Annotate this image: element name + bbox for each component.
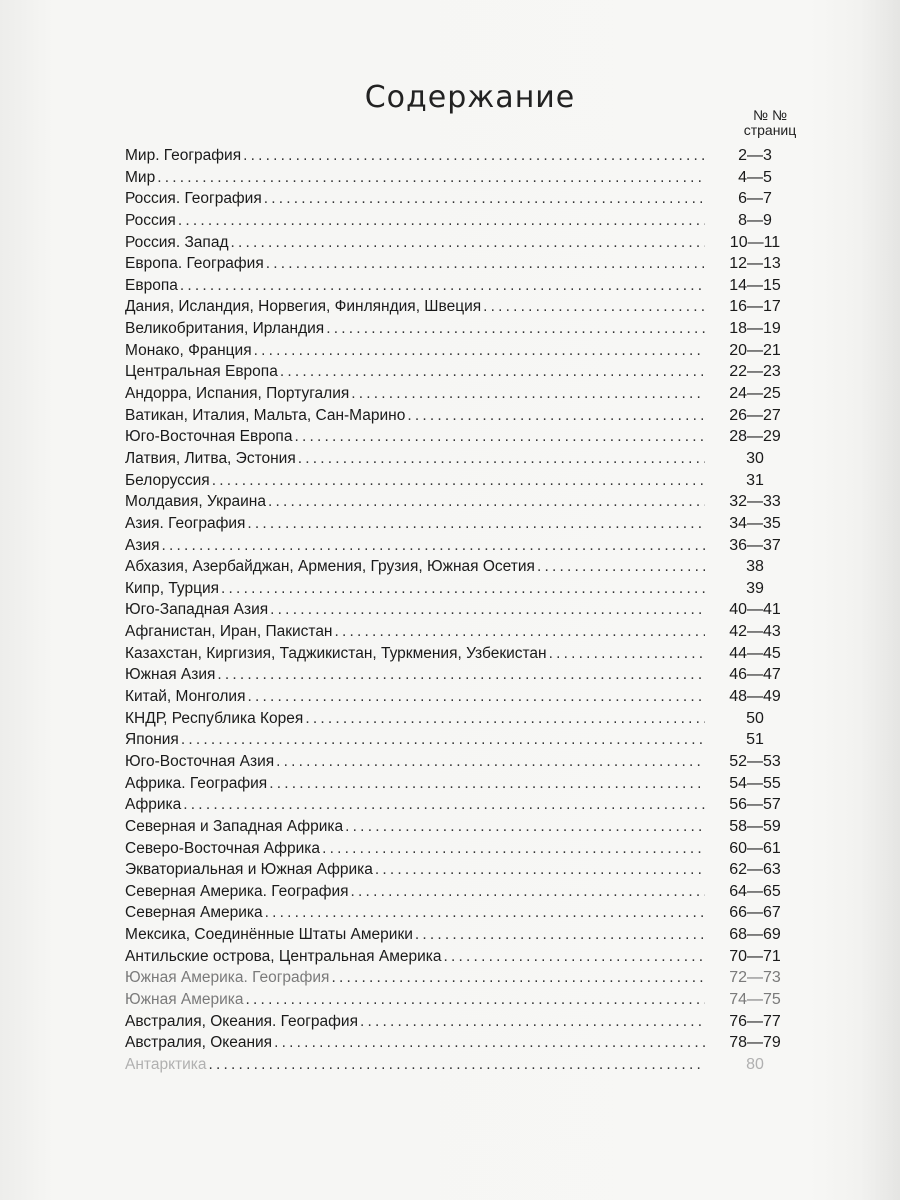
toc-entry-name: Европа <box>125 276 178 294</box>
toc-entry-name: Северо-Восточная Африка <box>125 839 321 857</box>
toc-entry <box>125 794 805 816</box>
toc-entry-name: Россия. Запад <box>125 233 229 251</box>
toc-entry-name: Европа. География <box>125 255 264 273</box>
toc-entry-pages: 64—65 <box>729 882 781 900</box>
toc-entry-name: Китай, Монголия <box>125 688 246 706</box>
dot-leader <box>269 773 705 795</box>
dot-leader <box>274 1032 705 1054</box>
toc-entry <box>125 946 805 968</box>
toc-entry-pages: 32—33 <box>729 493 781 511</box>
toc-entry-pages: 66—67 <box>729 904 781 922</box>
toc-entry-name: Австралия, Океания. География <box>125 1012 358 1030</box>
toc-entry-pages: 72—73 <box>729 969 781 987</box>
toc-entry <box>125 491 805 513</box>
toc-entry-title-area <box>125 686 705 708</box>
toc-entry-title-area <box>125 816 705 838</box>
dot-leader <box>483 296 705 318</box>
dot-leader <box>537 556 705 578</box>
dot-leader <box>331 967 705 989</box>
toc-entry-name: Юго-Западная Азия <box>125 601 269 619</box>
toc-entry <box>125 361 805 383</box>
toc-entry <box>125 1032 805 1054</box>
toc-entry-title-area <box>125 253 705 275</box>
dot-leader <box>178 210 705 232</box>
toc-entry-title-area <box>125 426 705 448</box>
toc-entry-pages: 58—59 <box>729 817 781 835</box>
toc-entry <box>125 188 805 210</box>
toc-entry-pages: 46—47 <box>729 666 781 684</box>
page-edge-shadow <box>860 0 900 1200</box>
dot-leader <box>305 708 705 730</box>
toc-entry-name: Ватикан, Италия, Мальта, Сан-Марино <box>125 406 406 424</box>
dot-leader <box>268 491 705 513</box>
toc-entry-name: Андорра, Испания, Португалия <box>125 385 350 403</box>
dot-leader <box>375 859 705 881</box>
toc-entry <box>125 405 805 427</box>
dot-leader <box>209 1054 705 1076</box>
toc-entry-title-area <box>125 902 705 924</box>
dot-leader <box>162 535 706 557</box>
toc-entry-title-area <box>125 275 705 297</box>
toc-entry <box>125 578 805 600</box>
dot-leader <box>266 253 705 275</box>
toc-entry-pages: 2—3 <box>738 147 772 164</box>
toc-entry-pages: 54—55 <box>729 774 781 792</box>
dot-leader <box>322 838 705 860</box>
toc-entry-title-area <box>125 361 705 383</box>
toc-entry-pages: 14—15 <box>729 276 781 294</box>
toc-entry <box>125 881 805 903</box>
toc-entry-pages: 80 <box>746 1055 764 1073</box>
toc-entry-title-area <box>125 556 705 578</box>
toc-entry-pages: 10—11 <box>729 233 781 251</box>
dot-leader <box>157 167 705 189</box>
toc-entry-pages: 56—57 <box>729 796 781 814</box>
toc-entry-title-area <box>125 989 705 1011</box>
toc-entry-pages: 28—29 <box>729 428 781 446</box>
toc-entry <box>125 751 805 773</box>
toc-entry-title-area <box>125 513 705 535</box>
dot-leader <box>345 816 705 838</box>
toc-entry <box>125 210 805 232</box>
toc-entry-name: Кипр, Турция <box>125 579 220 597</box>
toc-entry-pages: 6—7 <box>738 190 772 208</box>
toc-entry-title-area <box>125 318 705 340</box>
dot-leader <box>351 383 705 405</box>
dot-leader <box>264 188 705 210</box>
toc-entry-title-area <box>125 924 705 946</box>
toc-entry <box>125 383 805 405</box>
dot-leader <box>254 340 705 362</box>
toc-entry-pages: 78—79 <box>729 1034 781 1052</box>
toc-entry <box>125 145 805 167</box>
toc-entry-title-area <box>125 643 705 665</box>
toc-entry-title-area <box>125 773 705 795</box>
toc-entry-name: Экваториальная и Южная Африка <box>125 861 373 879</box>
toc-entry-title-area <box>125 664 705 686</box>
toc-entry-title-area <box>125 188 705 210</box>
toc-entry <box>125 838 805 860</box>
toc-entry-pages: 50 <box>746 709 764 727</box>
toc-entry-title-area <box>125 946 705 968</box>
toc-entry-name: Япония <box>125 731 179 749</box>
toc-entry <box>125 621 805 643</box>
dot-leader <box>415 924 705 946</box>
toc-entry <box>125 535 805 557</box>
toc-entry <box>125 859 805 881</box>
toc-entry-name: Южная Азия <box>125 666 216 684</box>
dot-leader <box>246 989 705 1011</box>
toc-entry-pages: 38 <box>746 558 764 576</box>
toc-entry-name: Северная Америка. География <box>125 882 349 900</box>
toc-entry-name: Южная Америка <box>125 990 244 1008</box>
toc-entry-pages: 74—75 <box>729 990 781 1008</box>
dot-leader <box>243 145 705 167</box>
toc-entry <box>125 1011 805 1033</box>
toc-entry <box>125 686 805 708</box>
toc-entry <box>125 167 805 189</box>
toc-entry-pages: 8—9 <box>738 211 772 229</box>
toc-entry <box>125 816 805 838</box>
toc-entry-title-area <box>125 621 705 643</box>
dot-leader <box>335 621 706 643</box>
toc-entry-name: Азия <box>125 536 160 554</box>
dot-leader <box>270 599 705 621</box>
toc-entry-pages: 4—5 <box>738 168 772 186</box>
toc-entry-title-area <box>125 859 705 881</box>
toc-entry-name: Мир <box>125 168 156 186</box>
toc-entry <box>125 513 805 535</box>
toc-entry-pages: 70—71 <box>729 947 781 965</box>
toc-entry-name: Африка <box>125 796 182 814</box>
toc-entry-title-area <box>125 210 705 232</box>
toc-entry-pages: 68—69 <box>729 926 781 944</box>
toc-entry-name: Северная и Западная Африка <box>125 817 344 835</box>
toc-entry-title-area <box>125 405 705 427</box>
dot-leader <box>280 361 705 383</box>
toc-entry-pages: 51 <box>746 731 764 749</box>
toc-entry-title-area <box>125 470 705 492</box>
toc-entry-pages: 42—43 <box>729 623 781 641</box>
pages-header-line-1: № № <box>753 107 787 123</box>
toc-entry <box>125 556 805 578</box>
toc-entry-name: Абхазия, Азербайджан, Армения, Грузия, Южная Осетия <box>125 558 535 576</box>
toc-entry-name: Африка. География <box>125 774 268 792</box>
toc-entry-pages: 36—37 <box>729 536 781 554</box>
toc-entry <box>125 664 805 686</box>
toc-entry-title-area <box>125 491 705 513</box>
toc-entry <box>125 253 805 275</box>
toc-entry-name: Мексика, Соединённые Штаты Америки <box>125 926 413 944</box>
dot-leader <box>247 686 705 708</box>
toc-entry <box>125 773 805 795</box>
toc-entry-title-area <box>125 535 705 557</box>
dot-leader <box>212 470 705 492</box>
toc-entry <box>125 924 805 946</box>
dot-leader <box>360 1011 705 1033</box>
toc-entry <box>125 232 805 254</box>
dot-leader <box>180 275 705 297</box>
toc-entry-name: Россия <box>125 211 176 229</box>
toc-entry <box>125 708 805 730</box>
toc-entry-name: Юго-Восточная Европа <box>125 428 293 446</box>
toc-entry-title-area <box>125 578 705 600</box>
toc-entry-title-area <box>125 1011 705 1033</box>
toc-entry <box>125 967 805 989</box>
dot-leader <box>407 405 705 427</box>
dot-leader <box>276 751 705 773</box>
toc-entry-pages: 76—77 <box>729 1012 781 1030</box>
toc-entry <box>125 902 805 924</box>
toc-entry <box>125 426 805 448</box>
toc-entry-name: Азия. География <box>125 514 246 532</box>
toc-entry-title-area <box>125 232 705 254</box>
toc-entry-title-area <box>125 729 705 751</box>
dot-leader <box>181 729 705 751</box>
toc-entry-pages: 18—19 <box>729 320 781 338</box>
toc-entry-name: Австралия, Океания <box>125 1034 273 1052</box>
toc-entry-title-area <box>125 708 705 730</box>
toc-entry-title-area <box>125 145 705 167</box>
toc-entry-name: Центральная Европа <box>125 363 278 381</box>
dot-leader <box>183 794 705 816</box>
toc-entry-title-area <box>125 1032 705 1054</box>
toc-entry <box>125 318 805 340</box>
toc-entry-title-area <box>125 599 705 621</box>
toc-entry-pages: 24—25 <box>729 385 781 403</box>
toc-entry-pages: 16—17 <box>729 298 781 316</box>
toc-entry-name: Антильские острова, Центральная Америка <box>125 947 442 965</box>
toc-entry <box>125 296 805 318</box>
toc-entry-pages: 52—53 <box>729 752 781 770</box>
toc-entry-title-area <box>125 1054 705 1076</box>
toc-entry <box>125 470 805 492</box>
toc-entry-title-area <box>125 296 705 318</box>
toc-entry-name: Белоруссия <box>125 471 210 489</box>
dot-leader <box>230 232 705 254</box>
toc-entry-name: Юго-Восточная Азия <box>125 752 275 770</box>
toc-entry-title-area <box>125 881 705 903</box>
toc-entry-title-area <box>125 794 705 816</box>
toc-entry-title-area <box>125 383 705 405</box>
toc-entry <box>125 643 805 665</box>
page-title: Содержание <box>364 80 576 115</box>
dot-leader <box>217 664 705 686</box>
toc-entry-pages: 26—27 <box>729 406 781 424</box>
toc-entry <box>125 1054 805 1076</box>
toc-entry-name: КНДР, Республика Корея <box>125 709 304 727</box>
toc-entry <box>125 448 805 470</box>
toc-entry-title-area <box>125 751 705 773</box>
toc-entry-name: Дания, Исландия, Норвегия, Финляндия, Швеция <box>125 298 482 316</box>
toc-entry-name: Латвия, Литва, Эстония <box>125 449 296 467</box>
dot-leader <box>549 643 705 665</box>
toc-entry-pages: 30 <box>746 449 764 467</box>
toc-entry-pages: 44—45 <box>729 644 781 662</box>
pages-column-header <box>730 108 810 138</box>
toc-entry-name: Северная Америка <box>125 904 263 922</box>
toc-entry-pages: 48—49 <box>729 688 781 706</box>
toc-entry-pages: 60—61 <box>729 839 781 857</box>
dot-leader <box>444 946 705 968</box>
toc-entry-name: Афганистан, Иран, Пакистан <box>125 623 333 641</box>
pages-header-line-2: страниц <box>743 122 797 138</box>
toc-entry-title-area <box>125 340 705 362</box>
toc-entry-pages: 31 <box>746 471 764 489</box>
toc-entry-name: Молдавия, Украина <box>125 493 266 511</box>
toc-entry-title-area <box>125 167 705 189</box>
toc-entry <box>125 729 805 751</box>
toc-entry-name: Великобритания, Ирландия <box>125 320 325 338</box>
toc-entry-name: Мир. География <box>125 147 242 164</box>
toc-entry-title-area <box>125 967 705 989</box>
toc-entry-pages: 20—21 <box>729 341 781 359</box>
dot-leader <box>265 902 705 924</box>
toc-entry-pages: 22—23 <box>729 363 781 381</box>
toc-entry-pages: 40—41 <box>729 601 781 619</box>
toc-entry <box>125 599 805 621</box>
table-of-contents <box>125 145 805 1076</box>
dot-leader <box>294 426 705 448</box>
toc-entry-pages: 39 <box>746 579 764 597</box>
toc-entry-name: Антарктика <box>125 1055 207 1073</box>
dot-leader <box>221 578 705 600</box>
dot-leader <box>298 448 705 470</box>
toc-entry-name: Казахстан, Киргизия, Таджикистан, Туркмения, Узбекистан <box>125 644 547 662</box>
toc-entry <box>125 340 805 362</box>
dot-leader <box>247 513 705 535</box>
toc-entry <box>125 989 805 1011</box>
toc-entry-name: Монако, Франция <box>125 341 252 359</box>
toc-entry-pages: 62—63 <box>729 861 781 879</box>
dot-leader <box>351 881 705 903</box>
toc-entry-name: Россия. География <box>125 190 262 208</box>
toc-entry-title-area <box>125 838 705 860</box>
toc-entry-pages: 34—35 <box>729 514 781 532</box>
toc-entry-name: Южная Америка. География <box>125 969 330 987</box>
toc-entry <box>125 275 805 297</box>
toc-entry-title-area <box>125 448 705 470</box>
dot-leader <box>326 318 705 340</box>
toc-entry-pages: 12—13 <box>729 255 781 273</box>
